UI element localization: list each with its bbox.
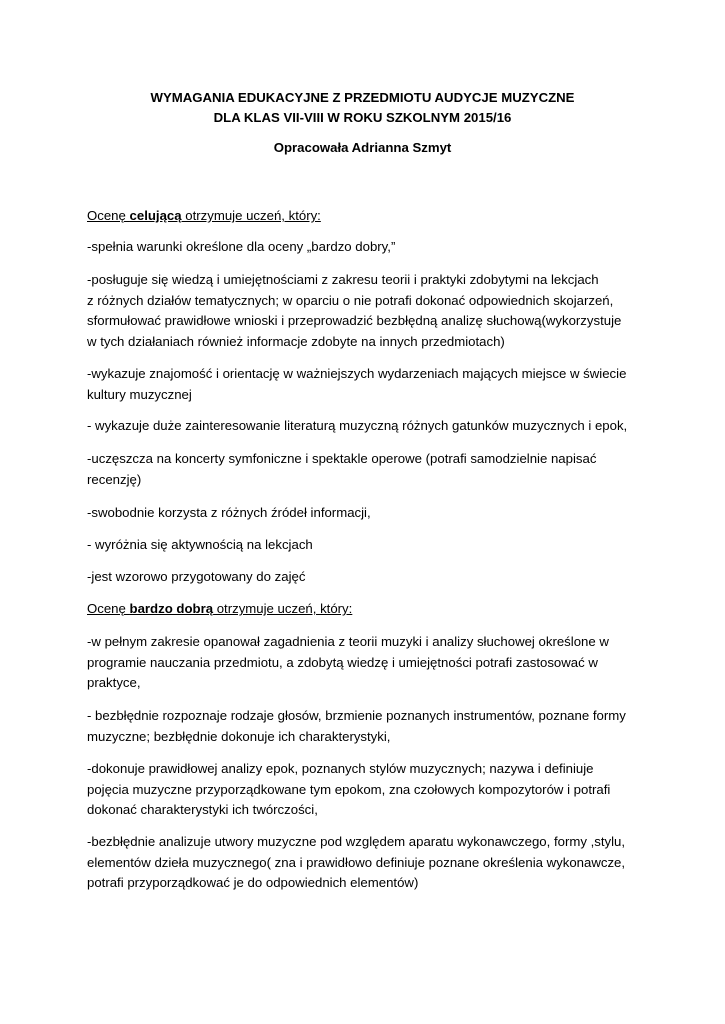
document-title xyxy=(0,88,725,128)
heading-suffix: otrzymuje uczeń, który: xyxy=(181,208,321,223)
heading-prefix: Ocenę xyxy=(87,208,130,223)
grade-name-celujaca: celującą xyxy=(129,208,182,223)
heading-prefix: Ocenę xyxy=(87,601,130,616)
grade-name-bardzo-dobra: bardzo dobrą xyxy=(129,601,214,616)
list-item xyxy=(87,832,647,894)
list-item xyxy=(87,364,647,405)
list-item xyxy=(87,449,647,490)
item-line: sformułować prawidłowe wnioski i przeprowadzić bezbłędną analizę słuchową(wykorzystuje xyxy=(87,313,622,328)
item-line: - bezbłędnie rozpoznaje rodzaje głosów, brzmienie poznanych instrumentów, poznane formy xyxy=(87,708,626,723)
item-line: muzyczne; bezbłędnie dokonuje ich charakterystyki, xyxy=(87,728,391,744)
item-line: praktyce, xyxy=(87,675,141,690)
item-line: -uczęszcza na koncerty symfoniczne i spektakle operowe (potrafi samodzielnie napisać xyxy=(87,451,597,466)
title-line-2: DLA KLAS VII-VIII W ROKU SZKOLNYM 2015/16 xyxy=(213,110,512,125)
item-line: potrafi przyporządkować je do odpowiednich elementów) xyxy=(87,875,419,890)
item-line: - wykazuje duże zainteresowanie literaturą muzyczną różnych gatunków muzycznych i epok, xyxy=(87,418,628,433)
item-line: recenzję) xyxy=(87,471,142,487)
list-item xyxy=(87,535,647,556)
item-line: elementów dzieła muzycznego( zna i prawidłowo definiuje poznane określenia wykonawcze, xyxy=(87,854,626,870)
item-line: pojęcia muzyczne przyporządkowane tym epokom, zna czołowych kompozytorów i potrafi xyxy=(87,781,611,797)
list-item xyxy=(87,632,647,694)
section-heading-bardzo-dobra xyxy=(87,599,647,620)
item-line: -jest wzorowo przygotowany do zajęć xyxy=(87,569,306,584)
list-item xyxy=(87,567,647,588)
item-line: - wyróżnia się aktywnością na lekcjach xyxy=(87,537,313,552)
list-item xyxy=(87,759,647,821)
item-line: programie nauczania przedmiotu, a zdobytą wiedzę i umiejętności potrafi zastosować w xyxy=(87,654,598,670)
section-heading-celujaca xyxy=(87,206,647,227)
list-item xyxy=(87,416,647,437)
list-item xyxy=(87,237,647,258)
item-line: -w pełnym zakresie opanował zagadnienia z teorii muzyki i analizy słuchowej określone w xyxy=(87,634,609,649)
item-line: -spełnia warunki określone dla oceny „bardzo dobry,” xyxy=(87,239,396,254)
list-item xyxy=(87,270,647,352)
item-line: z różnych działów tematycznych; w oparciu o nie potrafi dokonać odpowiednich skojarzeń, xyxy=(87,292,614,308)
item-line: -posługuje się wiedzą i umiejętnościami z zakresu teorii i praktyki zdobytymi na lekcjach xyxy=(87,272,599,287)
item-line: dokonać charakterystyki ich twórczości, xyxy=(87,802,318,817)
list-item xyxy=(87,706,647,747)
item-line: -swobodnie korzysta z różnych źródeł informacji, xyxy=(87,505,371,520)
item-line: -dokonuje prawidłowej analizy epok, poznanych stylów muzycznych; nazywa i definiuje xyxy=(87,761,594,776)
item-line: -wykazuje znajomość i orientację w ważniejszych wydarzeniach mających miejsce w świecie xyxy=(87,366,627,381)
item-line: kultury muzycznej xyxy=(87,386,192,402)
item-line: -bezbłędnie analizuje utwory muzyczne pod względem aparatu wykonawczego, formy ,stylu, xyxy=(87,834,626,849)
heading-suffix: otrzymuje uczeń, który: xyxy=(213,601,353,616)
title-line-1: WYMAGANIA EDUKACYJNE Z PRZEDMIOTU AUDYCJE MUZYCZNE xyxy=(150,90,575,105)
author-line: Opracowała Adrianna Szmyt xyxy=(273,140,452,155)
item-line: w tych działaniach również informacje zdobyte na innych przedmiotach) xyxy=(87,333,505,349)
list-item xyxy=(87,503,647,524)
